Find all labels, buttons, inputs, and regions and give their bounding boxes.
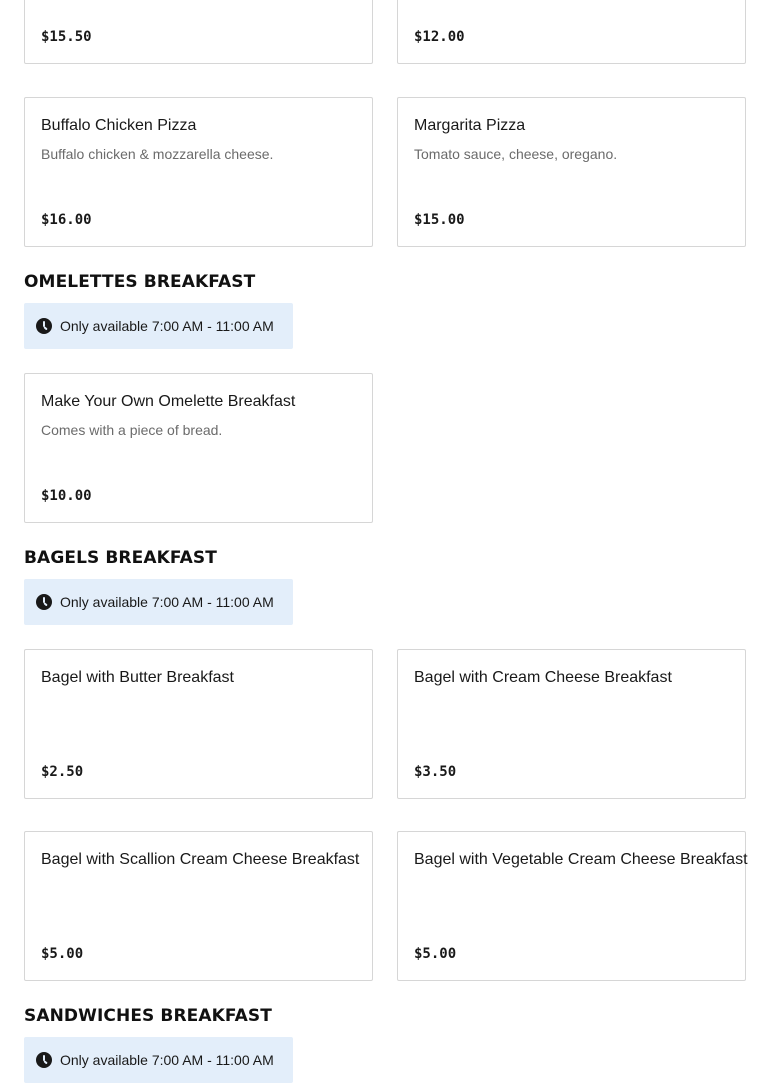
item-price: $10.00 (41, 488, 92, 504)
item-price: $3.50 (414, 764, 457, 780)
clock-icon (36, 318, 52, 334)
menu-item-card-buffalo-chicken-pizza[interactable] (24, 97, 373, 247)
menu-item-card-bagel-scallion[interactable] (24, 831, 373, 981)
item-name: Bagel with Scallion Cream Cheese Breakfast (41, 851, 360, 868)
menu-item-card[interactable] (24, 0, 373, 64)
item-name: Make Your Own Omelette Breakfast (41, 393, 296, 410)
item-name: Margarita Pizza (414, 117, 526, 134)
menu-item-card-make-your-own-omelette[interactable] (24, 373, 373, 523)
item-price: $5.00 (41, 946, 84, 962)
menu-item-card[interactable] (397, 0, 746, 64)
section-title-sandwiches: SANDWICHES BREAKFAST (24, 1006, 272, 1026)
menu-item-card-bagel-butter[interactable] (24, 649, 373, 799)
item-description: Comes with a piece of bread. (41, 422, 223, 438)
availability-banner (24, 579, 293, 625)
availability-banner (24, 303, 293, 349)
item-price: $2.50 (41, 764, 84, 780)
item-name: Bagel with Butter Breakfast (41, 669, 234, 686)
section-title-bagels: BAGELS BREAKFAST (24, 548, 217, 568)
availability-banner (24, 1037, 293, 1083)
menu-item-card-margarita-pizza[interactable] (397, 97, 746, 247)
item-name: Buffalo Chicken Pizza (41, 117, 197, 134)
clock-icon (36, 1052, 52, 1068)
menu-item-card-bagel-vegetable[interactable] (397, 831, 746, 981)
clock-icon (36, 594, 52, 610)
item-price: $12.00 (414, 29, 465, 45)
menu-item-card-bagel-cream-cheese[interactable] (397, 649, 746, 799)
item-name: Bagel with Vegetable Cream Cheese Breakfast (414, 851, 748, 868)
availability-text: Only available 7:00 AM - 11:00 AM (60, 318, 274, 334)
item-price: $15.00 (414, 212, 465, 228)
item-description: Buffalo chicken & mozzarella cheese. (41, 146, 274, 162)
availability-text: Only available 7:00 AM - 11:00 AM (60, 1052, 274, 1068)
item-description: Tomato sauce, cheese, oregano. (414, 146, 618, 162)
item-price: $15.50 (41, 29, 92, 45)
item-name: Bagel with Cream Cheese Breakfast (414, 669, 672, 686)
item-price: $16.00 (41, 212, 92, 228)
availability-text: Only available 7:00 AM - 11:00 AM (60, 594, 274, 610)
section-title-omelettes: OMELETTES BREAKFAST (24, 272, 256, 292)
item-price: $5.00 (414, 946, 457, 962)
